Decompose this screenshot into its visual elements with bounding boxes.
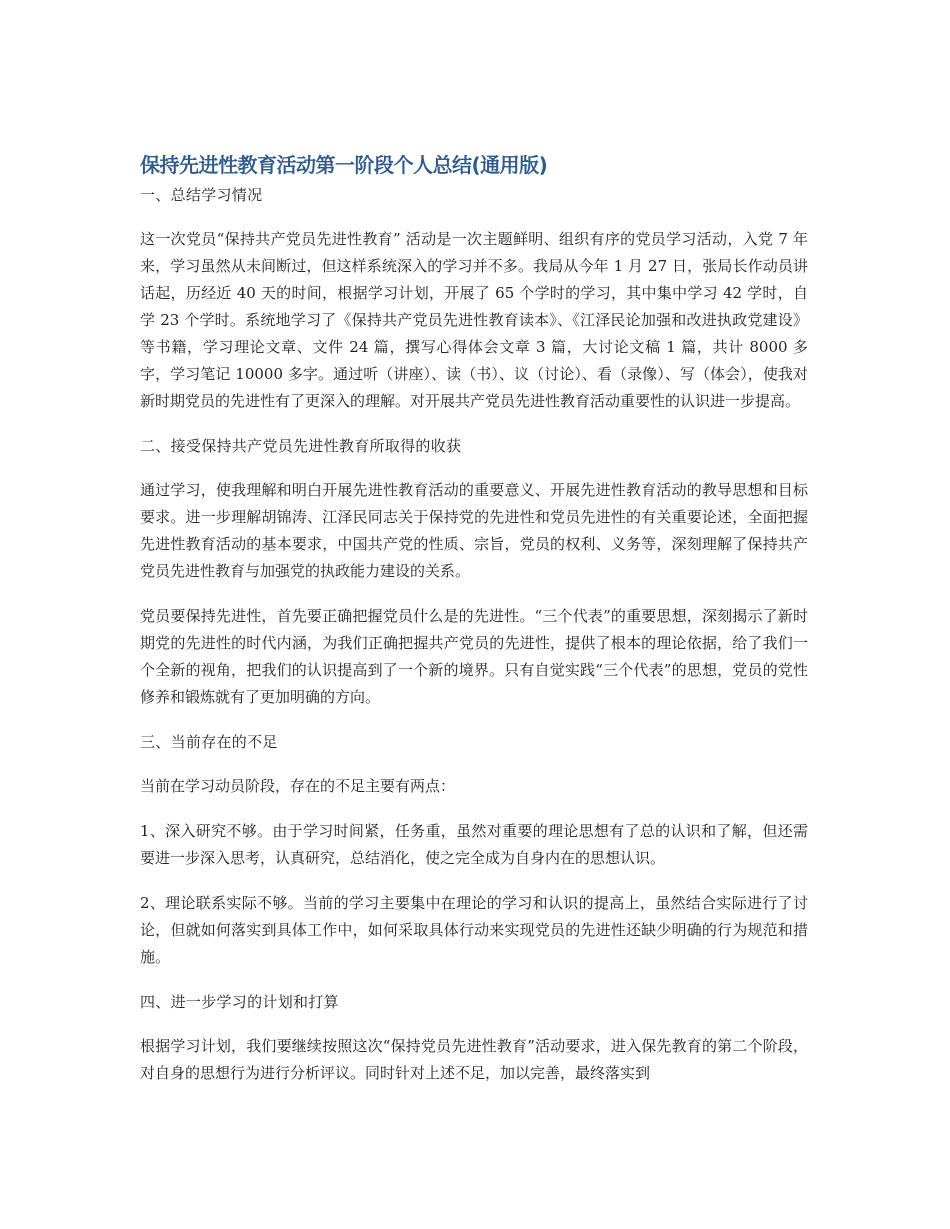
section-heading-plans: 四、进一步学习的计划和打算: [140, 993, 339, 1011]
section-heading-shortcomings: 三、当前存在的不足: [140, 733, 278, 751]
paragraph-plans: 根据学习计划，我们要继续按照这次“保持党员先进性教育”活动要求，进入保先教育的第二个阶段，对自身的思想行为进行分析评议。同时针对上述不足，加以完善，最终落实到: [140, 1037, 808, 1082]
paragraph-shortcoming-2: 2、理论联系实际不够。当前的学习主要集中在理论的学习和认识的提高上，虽然结合实际进行了讨论，但就如何落实到具体工作中，如何采取具体行动来实现党员的先进性还缺少明确的行为规范和措施。: [140, 894, 808, 966]
section-heading-gains: 二、接受保持共产党员先进性教育所取得的收获: [140, 437, 462, 455]
document-title: 保持先进性教育活动第一阶段个人总结(通用版): [140, 153, 548, 177]
paragraph-study-overview: 这一次党员“保持共产党员先进性教育” 活动是一次主题鲜明、组织有序的党员学习活动，入党 7 年来，学习虽然从未间断过，但这样系统深入的学习并不多。我局从今年 1 月 27 日，张局长作动员讲话起，历经近 40 天的时间，根据学习计划，开展了 65 个学时的学习，其中集中学习 42 学时，自学 23 个学时。系统地学习了《保持共产党员先进性教育读本》、《江泽民论加强和改进执政党建设》等书籍，学习理论文章、文件 24 篇，撰写心得体会文章 3 篇，大讨论文稿 1 篇，共计 8000 多字，学习笔记 10000 多字。通过听（讲座）、读（书）、议（讨论）、看（录像）、写（体会），使我对新时期党员的先进性有了更深入的理解。对开展共产党员先进性教育活动重要性的认识进一步提高。: [140, 230, 808, 410]
document-page: [140, 150, 808, 1087]
paragraph-gains-three-represents: 党员要保持先进性，首先要正确把握党员什么是的先进性。“三个代表”的重要思想，深刻揭示了新时期党的先进性的时代内涵，为我们正确把握共产党员的先进性，提供了根本的理论依据，给了我们一个全新的视角，把我们的认识提高到了一个新的境界。只有自觉实践“三个代表”的思想，党员的党性修养和锻炼就有了更加明确的方向。: [140, 607, 808, 706]
paragraph-shortcomings-intro: 当前在学习动员阶段，存在的不足主要有两点：: [140, 777, 456, 795]
paragraph-shortcoming-1: 1、深入研究不够。由于学习时间紧，任务重，虽然对重要的理论思想有了总的认识和了解，但还需要进一步深入思考，认真研究，总结消化，使之完全成为自身内在的思想认识。: [140, 822, 808, 867]
paragraph-gains-understanding: 通过学习，使我理解和明白开展先进性教育活动的重要意义、开展先进性教育活动的教导思想和目标要求。进一步理解胡锦涛、江泽民同志关于保持党的先进性和党员先进性的有关重要论述，全面把握先进性教育活动的基本要求，中国共产党的性质、宗旨，党员的权利、义务等，深刻理解了保持共产党员先进性教育与加强党的执政能力建设的关系。: [140, 481, 808, 580]
section-heading-summary: 一、总结学习情况: [140, 186, 263, 204]
